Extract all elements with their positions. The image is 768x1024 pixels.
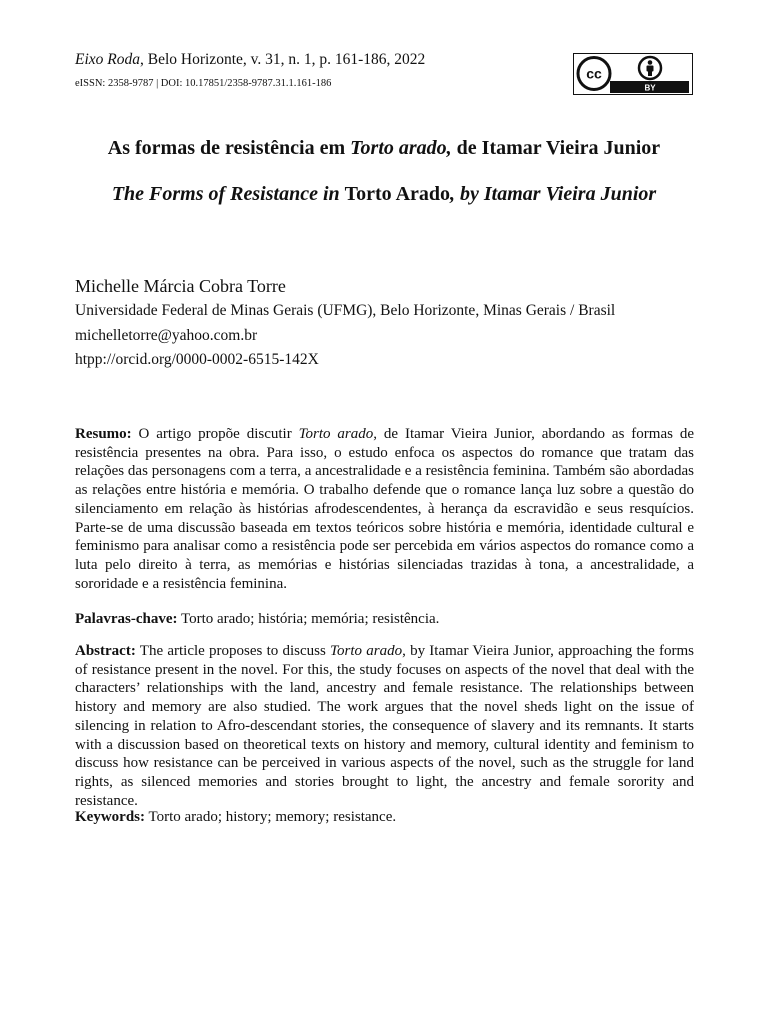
palavras-chave-text: Torto arado; história; memória; resistência.: [177, 611, 440, 627]
resumo-paragraph: [75, 425, 694, 593]
title-portuguese: [0, 135, 768, 161]
author-name: Michelle Márcia Cobra Torre: [75, 276, 286, 296]
abstract-text-2: , by Itamar Vieira Junior, approaching the forms of resistance present in the novel. For this, the study focuses on aspects of the novel that deal with the characters’ relationships with the land, ancestry and female resistance. The relationships between history and memory are also studied. The work argues that the novel sheds light on the issue of silencing in relation to Afro-descendant stories, the consequence of slavery and its remnants. It starts with a discussion based on theoretical texts on history and memory, cultural identity and feminism to discuss how resistance can be perceived in various aspects of the novel, such as the struggle for land rights, as silenced memories and stories brought to light, the ancestry and female sorority and resistance.: [75, 643, 694, 809]
title-english: [0, 181, 768, 207]
by-label: BY: [644, 83, 656, 93]
palavras-chave-line: [75, 610, 694, 629]
keywords-line: [75, 808, 694, 827]
keywords-text: Torto arado; history; memory; resistance.: [145, 809, 397, 825]
author-affiliation: Universidade Federal de Minas Gerais (UFMG), Belo Horizonte, Minas Gerais / Brasil: [75, 302, 616, 319]
cc-by-license-badge[interactable]: [573, 53, 693, 95]
title-pt-part3: de Itamar Vieira Junior: [451, 137, 661, 159]
cc-by-license-graphic: [574, 54, 691, 93]
issn-doi-line: eISSN: 2358-9787 | DOI: 10.17851/2358-9787.31.1.161-186: [75, 78, 332, 89]
cc-icon-text: cc: [586, 65, 602, 82]
keywords-label: Keywords:: [75, 809, 145, 825]
abstract-paragraph: [75, 642, 694, 810]
title-en-part1: The Forms of Resistance in: [111, 183, 345, 205]
author-orcid[interactable]: htpp://orcid.org/0000-0002-6515-142X: [75, 351, 319, 368]
author-email[interactable]: michelletorre@yahoo.com.br: [75, 327, 258, 344]
abstract-label: Abstract:: [75, 643, 136, 659]
journal-details: , Belo Horizonte, v. 31, n. 1, p. 161-186, 2022: [140, 51, 426, 68]
resumo-text-1: O artigo propõe discutir: [131, 426, 299, 442]
title-pt-part1: As formas de resistência em: [107, 137, 351, 159]
attribution-person-icon: [639, 57, 661, 79]
title-pt-part2: Torto arado,: [350, 137, 452, 159]
cc-icon: [578, 58, 610, 90]
abstract-italic-title: Torto arado: [330, 643, 403, 659]
resumo-label: Resumo:: [75, 426, 132, 442]
journal-name: Eixo Roda: [75, 51, 140, 68]
resumo-text-2: , de Itamar Vieira Junior, abordando as formas de resistência presentes na obra. Para isso, o estudo enfoca os aspectos do romance que tratam das relações das personagens com a terra, a ancestralidade e a resistência feminina. Também são abordadas as relações entre história e memória. O trabalho defende que o romance lança luz sobre a questão do silenciamento em relação às histórias afrodescendentes, à herança da escravidão e seus resquícios. Parte-se de uma discussão baseada em textos teóricos sobre história e memória, identidade cultural e feminismo para analisar como a resistência pode ser percebida em vários aspectos do romance como a luta pelo direito à terra, as memórias e histórias silenciadas trazidas à tona, a ancestralidade, a sororidade e a resistência feminina.: [75, 426, 694, 592]
title-en-part2: Torto Arado: [344, 183, 451, 205]
palavras-chave-label: Palavras-chave:: [75, 611, 178, 627]
journal-citation: [75, 50, 425, 70]
title-en-part3: , by Itamar Vieira Junior: [450, 183, 657, 205]
resumo-italic-title: Torto arado: [298, 426, 374, 442]
abstract-text-1: The article proposes to discuss: [135, 643, 331, 659]
